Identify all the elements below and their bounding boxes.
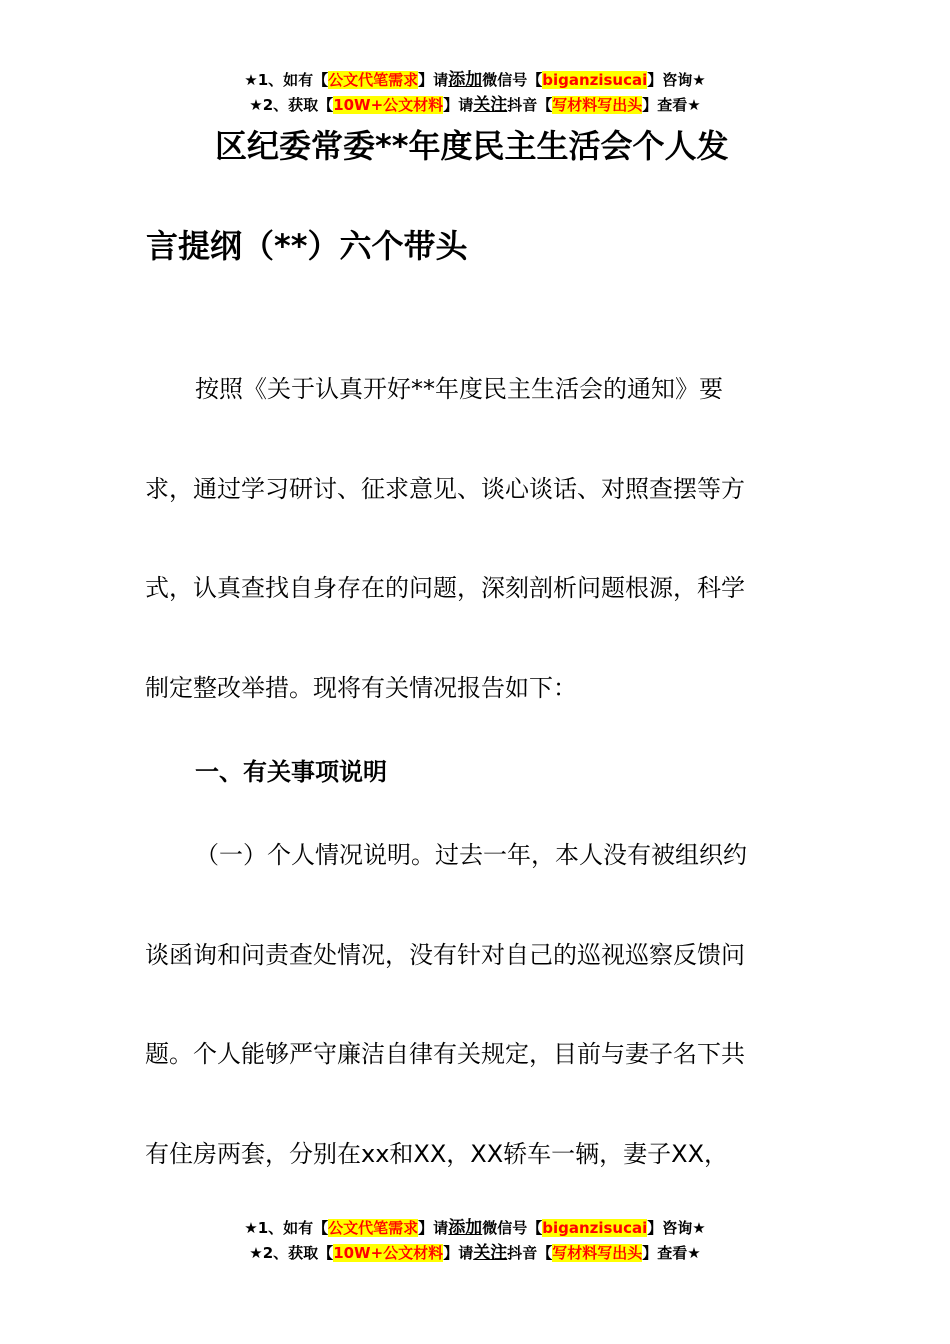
ad-text: 抖音【 — [507, 1244, 553, 1262]
ad-text: ★2、获取【 — [249, 96, 334, 114]
ad-wechat-id: biganzisucai — [542, 1219, 648, 1237]
document-title-line-1: 区纪委常委**年度民主生活会个人发 — [215, 127, 729, 165]
paragraph-line: 有住房两套，分别在xx和XX，XX轿车一辆，妻子XX， — [145, 1140, 729, 1168]
ad-text: 】请 — [418, 71, 449, 89]
ad-text: 】请 — [443, 96, 474, 114]
section-heading: 一、有关事项说明 — [195, 758, 387, 786]
ad-line-1 — [0, 1216, 950, 1241]
ad-text: 抖音【 — [507, 96, 553, 114]
ad-text: 】请 — [443, 1244, 474, 1262]
ad-highlight: 10W+公文材料 — [333, 1244, 444, 1262]
ad-douyin-id: 写材料写出头 — [552, 1244, 643, 1262]
ad-underline: 关注 — [473, 1243, 508, 1263]
ad-highlight: 10W+公文材料 — [333, 96, 444, 114]
document-title-line-2: 言提纲（**）六个带头 — [146, 227, 468, 265]
bottom-ad-banner — [0, 1216, 950, 1266]
ad-underline: 添加 — [448, 70, 483, 90]
ad-text: 】咨询★ — [647, 1219, 706, 1237]
paragraph-line: 制定整改举措。现将有关情况报告如下： — [145, 674, 577, 702]
ad-text: 】请 — [418, 1219, 449, 1237]
paragraph-line: 求，通过学习研讨、征求意见、谈心谈话、对照查摆等方 — [145, 475, 745, 503]
ad-line-2 — [0, 1241, 950, 1266]
paragraph-line: 谈函询和问责查处情况，没有针对自己的巡视巡察反馈问 — [145, 941, 745, 969]
ad-line-2 — [0, 93, 950, 118]
paragraph-line: 式，认真查找自身存在的问题，深刻剖析问题根源，科学 — [145, 574, 745, 602]
ad-text: ★1、如有【 — [244, 71, 329, 89]
top-ad-banner — [0, 68, 950, 118]
ad-highlight: 公文代笔需求 — [328, 1219, 419, 1237]
ad-text: ★1、如有【 — [244, 1219, 329, 1237]
ad-highlight: 公文代笔需求 — [328, 71, 419, 89]
ad-text: 】查看★ — [642, 1244, 701, 1262]
ad-text: 微信号【 — [482, 1219, 543, 1237]
ad-text: ★2、获取【 — [249, 1244, 334, 1262]
ad-douyin-id: 写材料写出头 — [552, 96, 643, 114]
paragraph-line: 按照《关于认真开好**年度民主生活会的通知》要 — [195, 375, 723, 403]
paragraph-line: 题。个人能够严守廉洁自律有关规定，目前与妻子名下共 — [145, 1040, 745, 1068]
paragraph-line: （一）个人情况说明。过去一年，本人没有被组织约 — [195, 841, 747, 869]
ad-text: 】咨询★ — [647, 71, 706, 89]
ad-line-1 — [0, 68, 950, 93]
ad-underline: 添加 — [448, 1218, 483, 1238]
ad-underline: 关注 — [473, 95, 508, 115]
ad-wechat-id: biganzisucai — [542, 71, 648, 89]
ad-text: 】查看★ — [642, 96, 701, 114]
ad-text: 微信号【 — [482, 71, 543, 89]
